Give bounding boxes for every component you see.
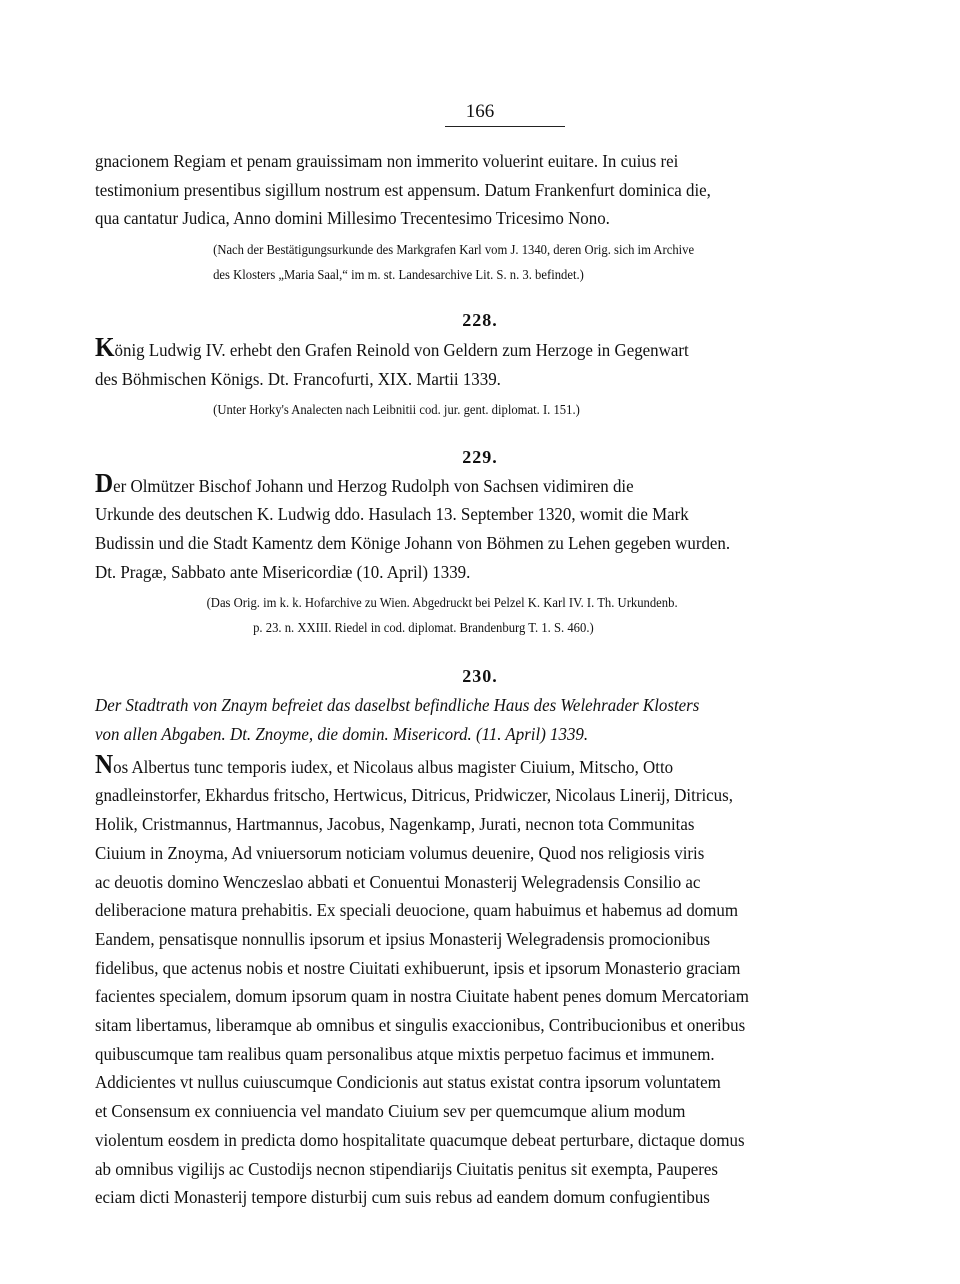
text-line: ab omnibus vigilijs ac Custodijs necnon stipendiarijs Ciuitatis penitus sit exempta, Pauperes	[95, 1158, 718, 1179]
document-number-230: 230.	[462, 666, 498, 687]
line-text: er Olmützer Bischof Johann und Herzog Rudolph von Sachsen vidimiren die	[113, 475, 634, 496]
line-text: os Albertus tunc temporis iudex, et Nicolaus albus magister Ciuium, Mitscho, Otto	[113, 756, 674, 777]
text-line: gnacionem Regiam et penam grauissimam non immerito voluerint euitare. In cuius rei	[95, 151, 679, 171]
text-line: testimonium presentibus sigillum nostrum est appensum. Datum Frankenfurt dominica die,	[95, 179, 711, 200]
text-line: et Consensum ex conniuencia vel mandato Ciuium sev per quemcumque alium modum	[95, 1101, 686, 1122]
source-note-228	[95, 397, 960, 422]
text-line: Dt. Pragæ, Sabbato ante Misericordiæ (10. April) 1339.	[95, 561, 471, 582]
opening-paragraph	[95, 147, 865, 233]
text-line: eciam dicti Monasterij tempore disturbij cum suis rebus ad eandem domum confugientibus	[95, 1187, 710, 1208]
line-text: önig Ludwig IV. erhebt den Grafen Reinold von Geldern zum Herzoge in Gegenwart	[114, 340, 689, 361]
text-line	[95, 748, 865, 782]
note-line: (Das Orig. im k. k. Hofarchive zu Wien. Abgedruckt bei Pelzel K. Karl IV. I. Th. Urkundenb.	[206, 595, 678, 611]
text-line: des Böhmischen Königs. Dt. Francofurti, XIX. Martii 1339.	[95, 368, 501, 389]
text-line: fidelibus, que actenus nobis et nostre Ciuitati exhibuerunt, ipsis et ipsorum Monasterio graciam	[95, 957, 741, 978]
note-line: (Nach der Bestätigungsurkunde des Markgrafen Karl vom J. 1340, deren Orig. sich im Archive	[213, 242, 695, 258]
source-note	[95, 237, 960, 287]
note-line: (Unter Horky's Analecten nach Leibnitii cod. jur. gent. diplomat. I. 151.)	[213, 401, 580, 417]
text-line: gnadleinstorfer, Ekhardus fritscho, Hertwicus, Ditricus, Pridwiczer, Nicolaus Linerij, Ditricus,	[95, 785, 733, 806]
document-229-summary	[95, 467, 865, 587]
text-line: Holik, Cristmannus, Hartmannus, Jacobus, Nagenkamp, Jurati, necnon tota Communitas	[95, 814, 695, 835]
document-page	[95, 100, 865, 1212]
page-number: 166	[465, 101, 495, 122]
text-line: Ciuium in Znoyma, Ad vniuersorum noticiam volumus deuenire, Quod nos religiosis viris	[95, 842, 705, 863]
text-line	[95, 334, 865, 365]
document-228-summary	[95, 334, 865, 393]
text-line: quibuscumque tam realibus quam personalibus atque mixtis perpetuo facimus et immunem.	[95, 1043, 715, 1064]
text-line	[95, 467, 865, 501]
drop-capital: D	[95, 467, 114, 498]
text-line: Eandem, pensatisque nonnullis ipsorum et ipsius Monasterij Welegradensis promocionibus	[95, 928, 711, 949]
text-line: violentum eosdem in predicta domo hospitalitate quacumque debeat perturbare, dictaque domus	[95, 1129, 745, 1150]
source-note-229	[95, 590, 960, 640]
text-line: Budissin und die Stadt Kamentz dem Könige Johann von Böhmen zu Lehen gegeben wurden.	[95, 532, 731, 553]
document-number-229: 229.	[462, 446, 498, 467]
drop-capital: N	[95, 748, 114, 779]
page-number-rule	[445, 126, 565, 127]
text-line: von allen Abgaben. Dt. Znoyme, die domin. Misericord. (11. April) 1339.	[95, 724, 589, 745]
text-line: Der Stadtrath von Znaym befreiet das daselbst befindliche Haus des Welehrader Klosters	[95, 695, 700, 716]
text-line: sitam libertamus, liberamque ab omnibus et singulis exaccionibus, Contribucionibus et oneribus	[95, 1015, 746, 1036]
text-line: deliberacione matura prehabitis. Ex speciali deuocione, quam habuimus et habemus ad domum	[95, 900, 739, 921]
text-line: Urkunde des deutschen K. Ludwig ddo. Hasulach 13. September 1320, womit die Mark	[95, 504, 689, 525]
text-line: qua cantatur Judica, Anno domini Millesimo Trecentesimo Tricesimo Nono.	[95, 208, 610, 229]
text-line: facientes specialem, domum ipsorum quam in nostra Ciuitate habent penes domum Mercatoriam	[95, 986, 749, 1007]
text-line: ac deuotis domino Wenczeslao abbati et Conuentui Monasterij Welegradensis Consilio ac	[95, 871, 701, 892]
drop-capital: K	[95, 332, 115, 363]
document-230-body	[95, 748, 865, 1212]
document-230-heading	[95, 691, 865, 748]
note-line: des Klosters „Maria Saal,“ im m. st. Landesarchive Lit. S. n. 3. befindet.)	[213, 267, 584, 283]
note-line: p. 23. n. XXIII. Riedel in cod. diplomat. Brandenburg T. 1. S. 460.)	[253, 620, 594, 636]
document-number-228: 228.	[462, 310, 498, 331]
text-line: Addicientes vt nullus cuiuscumque Condicionis aut status existat contra ipsorum voluntatem	[95, 1072, 721, 1093]
